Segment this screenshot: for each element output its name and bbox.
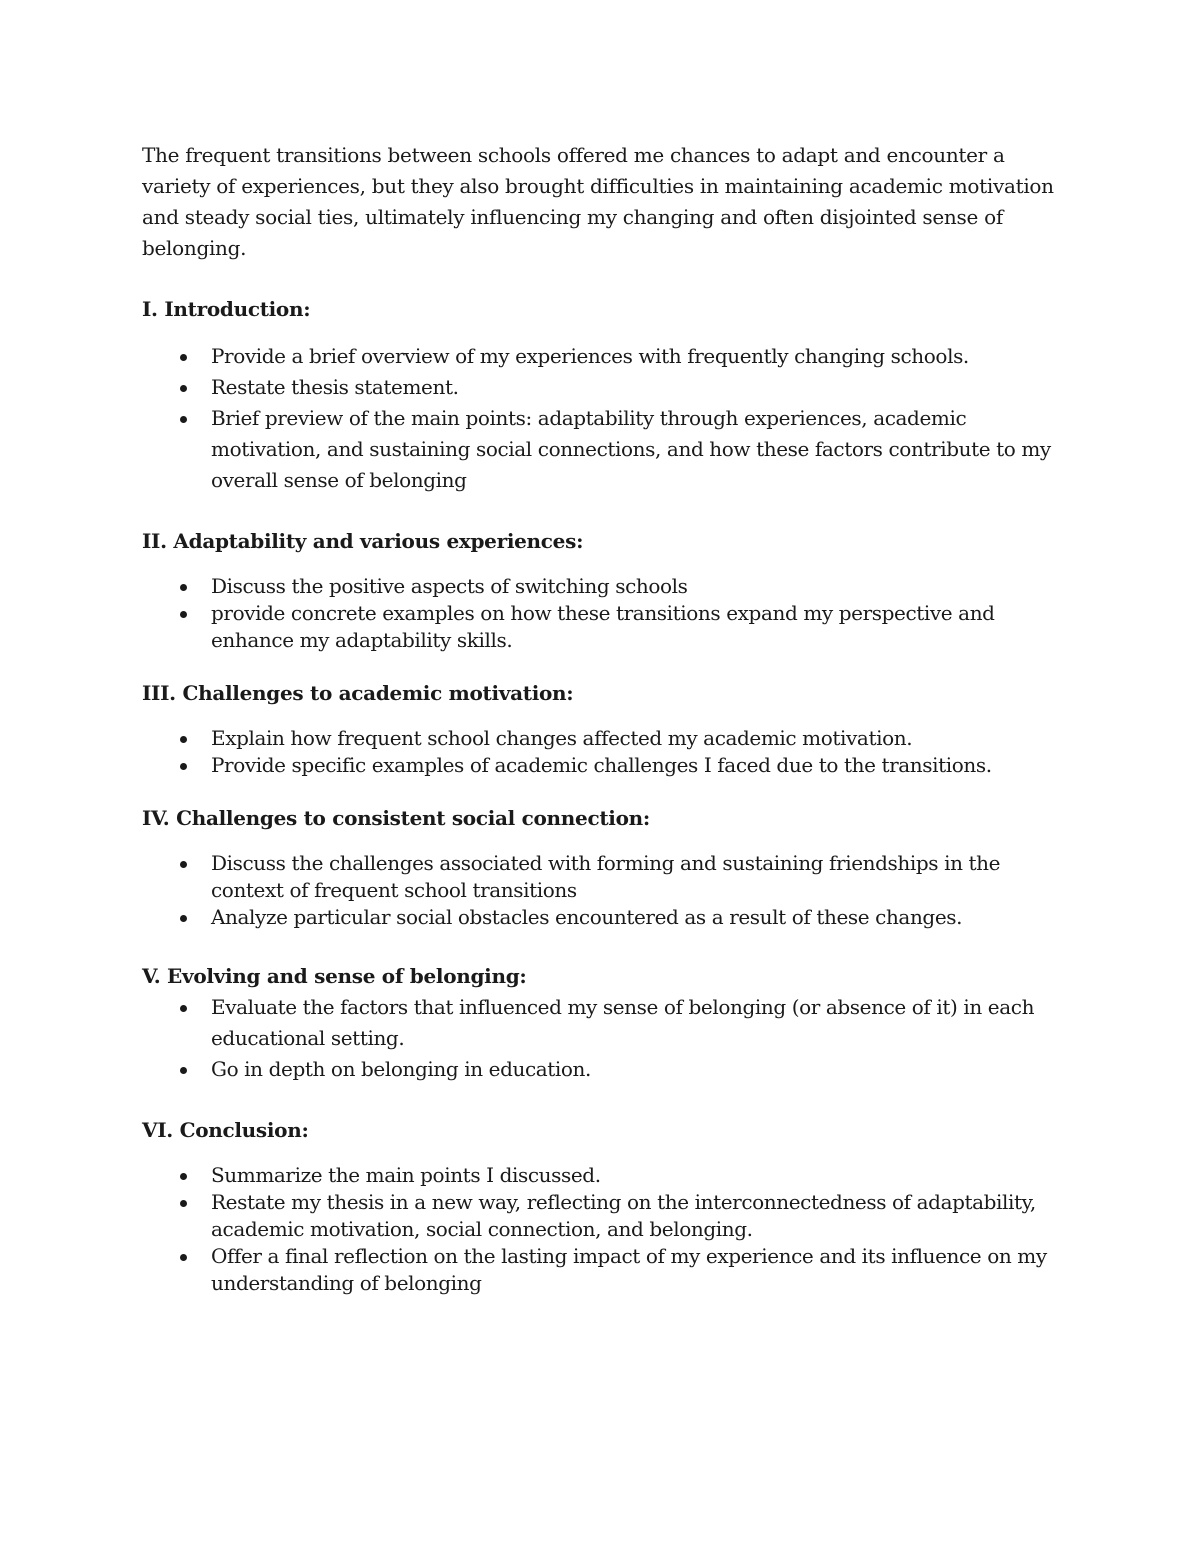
bullet-icon: [180, 385, 187, 392]
list-item: [142, 372, 1067, 403]
section-heading: V. Evolving and sense of belonging:: [142, 964, 527, 988]
list-item-text: Summarize the main points I discussed.: [211, 1163, 601, 1187]
bullet-icon: [180, 861, 187, 868]
section-conclusion: [142, 1115, 1067, 1297]
list-item-text: provide concrete examples on how these transitions expand my perspective and enhance my adaptability skills.: [211, 601, 995, 652]
bullet-list: [142, 573, 1067, 654]
list-item: [142, 1243, 1067, 1297]
list-item-text: Analyze particular social obstacles encountered as a result of these changes.: [211, 905, 963, 929]
section-academic-motivation: [142, 678, 1067, 779]
bullet-icon: [180, 416, 187, 423]
list-item: [142, 752, 1067, 779]
bullet-icon: [180, 1200, 187, 1207]
list-item-text: Go in depth on belonging in education.: [211, 1057, 591, 1081]
bullet-icon: [180, 1005, 187, 1012]
section-heading: I. Introduction:: [142, 297, 311, 321]
section-heading: III. Challenges to academic motivation:: [142, 681, 574, 705]
bullet-list: [142, 850, 1067, 931]
bullet-icon: [180, 584, 187, 591]
bullet-icon: [180, 1067, 187, 1074]
list-item: [142, 573, 1067, 600]
list-item: [142, 403, 1067, 496]
section-social-connection: [142, 803, 1067, 931]
section-heading: II. Adaptability and various experiences:: [142, 529, 584, 553]
list-item-text: Evaluate the factors that influenced my sense of belonging (or absence of it) in each educational setting.: [211, 995, 1035, 1050]
bullet-icon: [180, 611, 187, 618]
bullet-icon: [180, 1173, 187, 1180]
bullet-icon: [180, 354, 187, 361]
bullet-icon: [180, 1254, 187, 1261]
list-item-text: Provide specific examples of academic challenges I faced due to the transitions.: [211, 753, 992, 777]
bullet-list: [142, 1162, 1067, 1297]
bullet-list: [142, 725, 1067, 779]
list-item: [142, 850, 1067, 904]
list-item-text: Brief preview of the main points: adaptability through experiences, academic motivation, and sustaining social connections, and how these factors contribute to my overall sense of belonging: [211, 406, 1051, 492]
bullet-icon: [180, 736, 187, 743]
list-item: [142, 341, 1067, 372]
list-item-text: Offer a final reflection on the lasting impact of my experience and its influence on my understanding of belonging: [211, 1244, 1047, 1295]
list-item: [142, 1162, 1067, 1189]
list-item-text: Discuss the positive aspects of switching schools: [211, 574, 688, 598]
list-item: [142, 725, 1067, 752]
list-item: [142, 904, 1067, 931]
list-item-text: Explain how frequent school changes affected my academic motivation.: [211, 726, 913, 750]
section-adaptability: [142, 526, 1067, 654]
list-item: [142, 600, 1067, 654]
document-page: [142, 140, 1067, 1297]
list-item: [142, 1189, 1067, 1243]
section-belonging: [142, 961, 1067, 1085]
section-heading: IV. Challenges to consistent social connection:: [142, 806, 650, 830]
bullet-icon: [180, 763, 187, 770]
section-heading: VI. Conclusion:: [142, 1118, 309, 1142]
list-item: [142, 992, 1067, 1054]
list-item-text: Provide a brief overview of my experiences with frequently changing schools.: [211, 344, 969, 368]
section-introduction: [142, 294, 1067, 496]
thesis-paragraph: The frequent transitions between schools offered me chances to adapt and encounter a variety of experiences, but they also brought difficulties in maintaining academic motivation and steady social ties, ultimately influencing my changing and often disjointed sense of belonging.: [142, 143, 1054, 260]
list-item-text: Restate thesis statement.: [211, 375, 459, 399]
list-item-text: Restate my thesis in a new way, reflecting on the interconnectedness of adaptability, academic motivation, social connection, and belonging.: [211, 1190, 1036, 1241]
list-item: [142, 1054, 1067, 1085]
bullet-icon: [180, 915, 187, 922]
bullet-list: [142, 992, 1067, 1085]
bullet-list: [142, 341, 1067, 496]
list-item-text: Discuss the challenges associated with forming and sustaining friendships in the context of frequent school transitions: [211, 851, 1001, 902]
